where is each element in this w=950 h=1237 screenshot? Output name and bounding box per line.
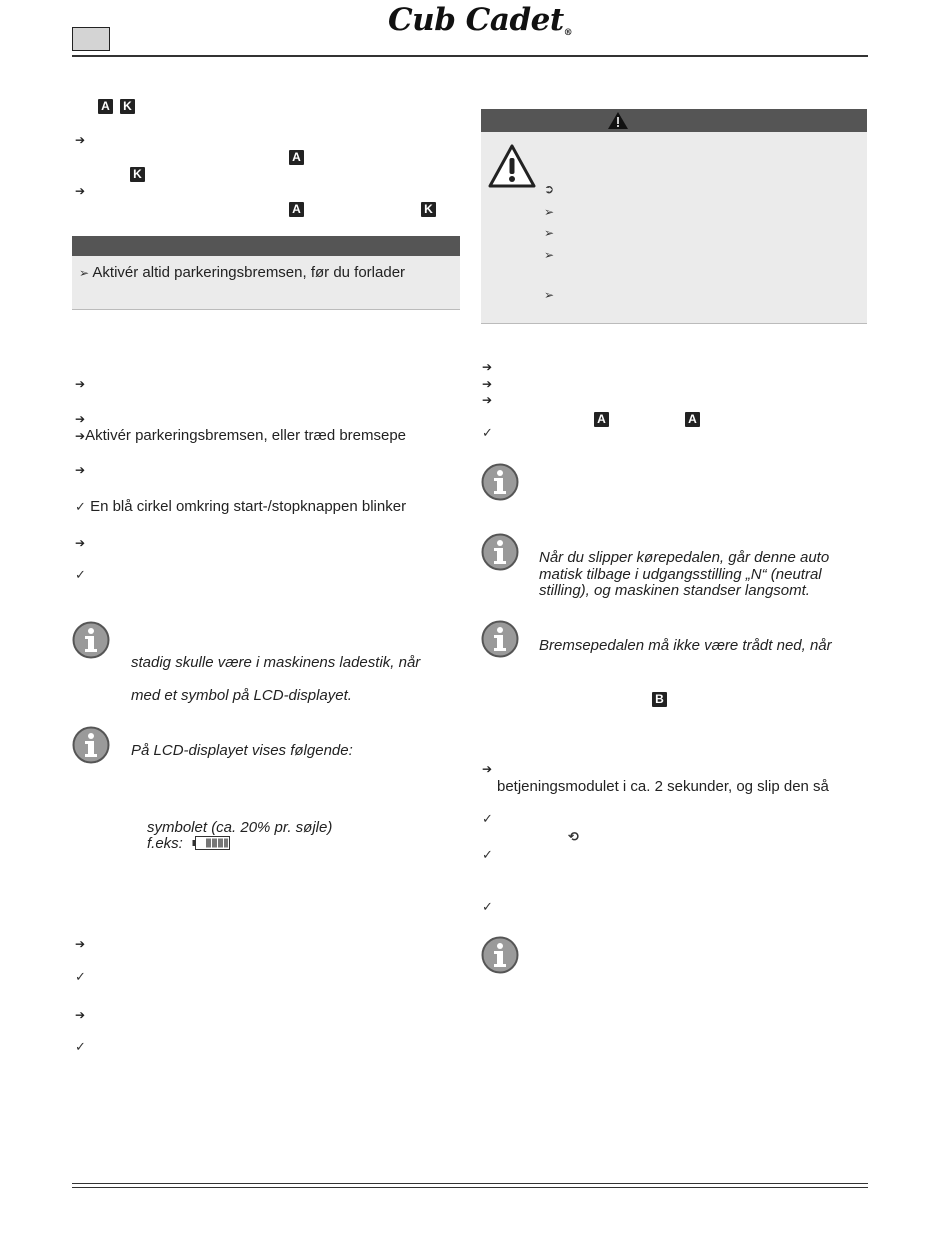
arrow-icon: ➔: [75, 429, 86, 443]
arrow-icon: ➔: [482, 762, 493, 776]
check-icon: ✓: [75, 567, 86, 582]
check-icon: ✓: [75, 969, 86, 984]
warning-box-header: [481, 109, 867, 132]
info2-text: På LCD-displayet vises følgende:: [131, 742, 353, 759]
pointer-icon: ➢: [79, 266, 90, 280]
note-box: [72, 236, 460, 310]
info-pedal-line2: matisk tilbage i udgangsstilling „N“ (neutral: [539, 566, 822, 583]
info-brake-text: Bremsepedalen må ikke være trådt ned, når: [539, 637, 832, 654]
key-label-k: K: [421, 200, 436, 218]
circle-arrow-icon: ➲: [544, 182, 555, 196]
key-label-a: A: [289, 200, 304, 218]
key-label-a: A: [685, 410, 700, 428]
header-rule: [72, 55, 868, 57]
arrow-icon: ➔: [75, 184, 86, 198]
info-icon: [481, 936, 519, 974]
key-label-a: A: [594, 410, 609, 428]
key-label-a: A: [98, 97, 113, 115]
return-symbol-icon: ⟲: [568, 829, 579, 844]
info-pedal-line3: stilling), og maskinen standser langsomt.: [539, 582, 810, 599]
info-icon: [481, 533, 519, 571]
arrow-icon: ➔: [482, 377, 493, 391]
pointer-icon: ➢: [544, 205, 555, 219]
pointer-icon: ➢: [544, 226, 555, 240]
key-label-k: K: [130, 165, 145, 183]
footer-rule: [72, 1187, 868, 1188]
pointer-icon: ➢: [544, 288, 555, 302]
symbol-line2: f.eks:: [147, 835, 183, 852]
page-number-box: [72, 27, 110, 51]
note-box-text: ➢ Aktivér altid parkeringsbremsen, før du forlader: [79, 264, 406, 281]
key-label-k: K: [120, 97, 135, 115]
arrow-icon: ➔: [482, 393, 493, 407]
info-icon: [72, 726, 110, 764]
warning-icon: [487, 143, 537, 189]
symbol-line1: symbolet (ca. 20% pr. søjle): [147, 819, 333, 836]
arrow-icon: ➔: [75, 412, 86, 426]
arrow-icon: ➔: [75, 536, 86, 550]
info-pedal-line1: Når du slipper kørepedalen, går denne auto: [539, 549, 830, 566]
step-module: betjeningsmodulet i ca. 2 sekunder, og slip den så: [497, 778, 829, 795]
arrow-icon: ➔: [75, 377, 86, 391]
arrow-icon: ➔: [75, 463, 86, 477]
arrow-icon: ➔: [75, 1008, 86, 1022]
arrow-icon: ➔: [75, 937, 86, 951]
warning-box: [481, 109, 867, 324]
info-icon: [72, 621, 110, 659]
cub-cadet-logo: Cub Cadet®: [388, 2, 573, 38]
battery-icon: [192, 836, 230, 855]
info-icon: [481, 620, 519, 658]
arrow-icon: ➔: [75, 133, 86, 147]
step-brake: ➔Aktivér parkeringsbremsen, eller træd bremsepe: [75, 427, 407, 444]
arrow-icon: ➔: [482, 360, 493, 374]
info1-line2: stadig skulle være i maskinens ladestik, når: [131, 654, 421, 671]
warning-icon: [607, 111, 629, 130]
note-box-header: [72, 236, 460, 256]
info-icon: [481, 463, 519, 501]
footer-rule: [72, 1183, 868, 1184]
key-label-b: B: [652, 690, 667, 708]
check-icon: ✓: [75, 499, 86, 514]
info1-line3: med et symbol på LCD-displayet.: [131, 687, 352, 704]
check-icon: ✓: [482, 899, 493, 914]
check-circle: ✓ En blå cirkel omkring start-/stopknappen blinker: [75, 498, 407, 515]
key-label-a: A: [289, 148, 304, 166]
check-icon: ✓: [482, 425, 493, 440]
check-icon: ✓: [482, 811, 493, 826]
pointer-icon: ➢: [544, 248, 555, 262]
check-icon: ✓: [75, 1039, 86, 1054]
check-icon: ✓: [482, 847, 493, 862]
